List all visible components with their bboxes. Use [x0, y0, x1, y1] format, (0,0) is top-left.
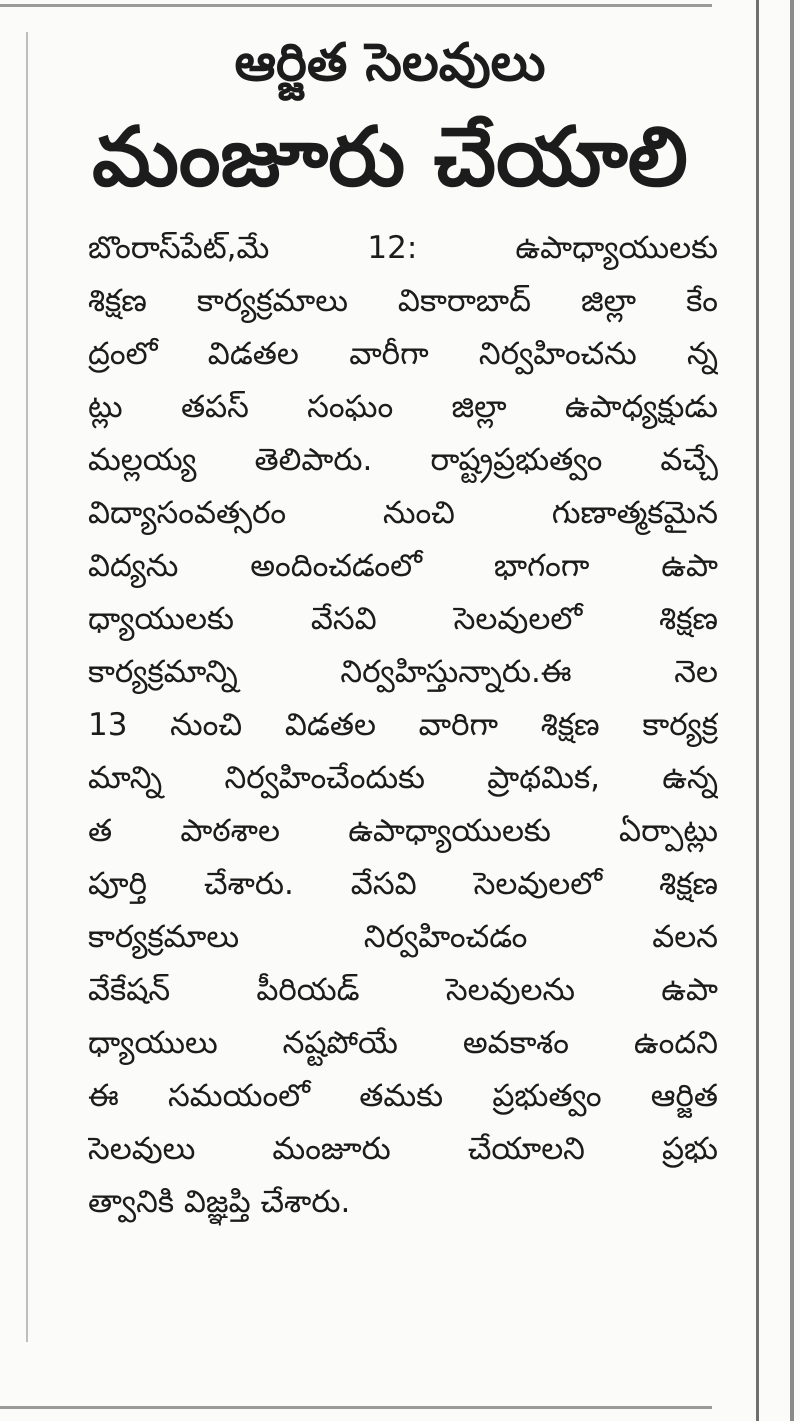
body-line: ట్లు తపస్ సంఘం జిల్లా ఉపాధ్యక్షుడు [88, 389, 718, 425]
body-line: 13 నుంచి విడతల వారిగా శిక్షణ కార్యక్ర [88, 707, 718, 743]
body-line: మల్లయ్య తెలిపారు. రాష్ట్రప్రభుత్వం వచ్చే [88, 442, 718, 478]
main-headline: మంజూరు చేయాలి [92, 110, 688, 205]
body-line: వేకేషన్ పీరియడ్ సెలవులను ఉపా [88, 972, 718, 1008]
right-edge-rule [790, 0, 794, 1421]
body-line: ధ్యాయులకు వేసవి సెలవులలో శిక్షణ [88, 601, 718, 637]
left-column-rule [26, 32, 28, 1342]
body-line: కార్యక్రమాన్ని నిర్వహిస్తున్నారు.ఈ నెల [88, 654, 718, 690]
body-line: ద్రంలో విడతల వారీగా నిర్వహించను న్న [88, 336, 718, 372]
body-line: శిక్షణ కార్యక్రమాలు వికారాబాద్ జిల్లా కేం [88, 283, 718, 319]
bottom-rule [0, 1406, 712, 1409]
body-line: విద్యను అందించడంలో భాగంగా ఉపా [88, 548, 718, 584]
top-rule [0, 4, 712, 7]
body-line: మాన్ని నిర్వహించేందుకు ప్రాథమిక, ఉన్న [88, 760, 718, 796]
body-line: బొంరాస్‌పేట్,మే 12: ఉపాధ్యాయులకు [88, 230, 718, 266]
right-column-rule [756, 0, 759, 1421]
kicker-headline: ఆర్జిత సెలవులు [234, 33, 546, 93]
body-line: ఈ సమయంలో తమకు ప్రభుత్వం ఆర్జిత [88, 1078, 718, 1114]
body-line: కార్యక్రమాలు నిర్వహించడం వలన [88, 919, 718, 955]
body-line: పూర్తి చేశారు. వేసవి సెలవులలో శిక్షణ [88, 866, 718, 902]
body-line: విద్యాసంవత్సరం నుంచి గుణాత్మకమైన [88, 495, 718, 531]
body-line: త్వానికి విజ్ఞప్తి చేశారు. [88, 1184, 351, 1220]
body-line: సెలవులు మంజూరు చేయాలని ప్రభు [88, 1131, 718, 1167]
body-line: త పాఠశాల ఉపాధ్యాయులకు ఏర్పాట్లు [88, 813, 718, 849]
body-line: ధ్యాయులు నష్టపోయే అవకాశం ఉందని [88, 1025, 718, 1061]
article-body [88, 222, 718, 1229]
